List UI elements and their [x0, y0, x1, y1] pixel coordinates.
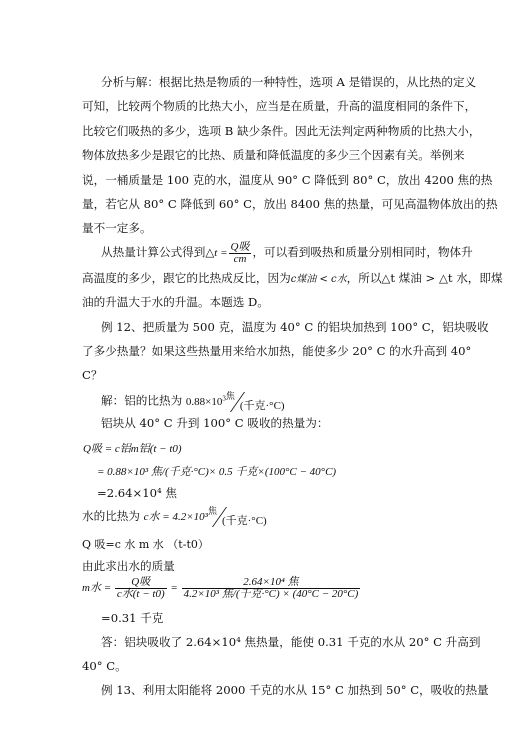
fraction-1-numerator: Q吸 — [115, 577, 167, 589]
formula-paragraph-line-3: 油的升温大于水的升温。本题选 D。 — [82, 295, 269, 309]
comparison-suffix: ，所以△t 煤油 > △t 水，即煤 — [346, 271, 503, 285]
example-13-line-1: 例 13、利用太阳能将 2000 千克的水从 15° C 加热到 50° C，吸收的热量 — [101, 683, 489, 697]
delta-t-lhs: t = — [214, 247, 228, 259]
specific-heat-inequality: c煤油 < c水 — [290, 274, 347, 285]
example-12-line-2: 了多少热量？如果这些热量用来给水加热，能使多少 20° C 的水升高到 40° — [82, 344, 472, 358]
analysis-line-2: 可知，比较两个物质的比热大小，应当是在质量，升高的温度相同的条件下， — [82, 99, 477, 113]
water-specific-heat-prefix: 水的比热为 — [82, 509, 140, 523]
solution-line-2: 铝块从 40° C 升到 100° C 吸收的热量为： — [101, 416, 329, 430]
answer-line-1: 答：铝块吸收了 2.64×10⁴ 焦热量，能使 0.31 千克的水从 20° C 升高到 — [101, 635, 481, 649]
water-mass-result: =0.31 千克 — [101, 611, 164, 625]
water-mass-fraction-1 — [115, 577, 167, 600]
water-mass-intro: 由此求出水的质量 — [82, 559, 175, 573]
heat-absorbed-equation-1: Q吸 = c铝m铝(t − t0) — [83, 443, 182, 455]
analysis-line-4: 物体放热多少是跟它的比热、质量和降低温度的多少三个因素有关。举例来 — [82, 148, 465, 162]
water-specific-heat-line — [82, 503, 267, 530]
delta-t-fraction — [229, 242, 252, 265]
water-mass-fraction-2 — [182, 577, 361, 600]
fraction-2-denominator: 4.2×10³ 焦/(千克·°C) × (40°C − 20°C) — [183, 588, 359, 600]
water-mass-equation: m水 = $\frac{\text{Q吸}}{\text{c水(t − t0)}}$ = $\frac{\text{2.64×10⁴ 焦}}{\text{4.2×10³ 焦/(千克·°C) × (40°C − 20°C)}}$ — [82, 576, 359, 600]
water-unit-joule: 焦 — [207, 506, 217, 516]
answer-line-2: 40° C。 — [82, 659, 127, 673]
delta-t-numerator: Q吸 — [230, 240, 250, 253]
water-unit-kg-degree: (千克·°C) — [221, 515, 267, 527]
solution-prefix: 解：铝的比热为 — [101, 393, 183, 408]
analysis-line-7: 量不一定多。 — [82, 221, 152, 235]
heat-absorbed-result: =2.64×10⁴ 焦 — [97, 486, 177, 500]
fraction-1-denominator: c水(t − t0) — [116, 588, 165, 600]
delta-t-denominator: cm — [233, 252, 247, 265]
analysis-line-3: 比较它们吸热的多少，选项 B 缺少条件。因此无法判定两种物质的比热大小， — [82, 124, 481, 138]
formula-paragraph-line-2 — [82, 270, 503, 288]
fraction-2-numerator: 2.64×10⁴ 焦 — [182, 577, 361, 589]
comparison-prefix: 高温度的多少，跟它的比热成反比，因为 — [82, 271, 291, 285]
analysis-line-5: 说，一桶质量是 100 克的水，温度从 90° C 降低到 80° C，放出 4200 焦的热 — [82, 173, 493, 187]
formula-paragraph-line-1 — [101, 241, 473, 265]
heat-absorbed-equation-2: = 0.88×10³ 焦/(千克·°C)× 0.5 千克×(100°C − 40°C) — [97, 466, 337, 478]
unit-kg-degree: (千克·°C) — [239, 399, 285, 412]
analysis-line-1: 分析与解：根据比热是物质的一种特性，选项 A 是错误的，从比热的定义 — [101, 75, 477, 89]
water-mass-lhs: m水 = — [82, 582, 112, 595]
unit-joule: 焦 — [225, 390, 235, 401]
heat-formula-line: Q 吸=c 水 m 水 （t-t0） — [82, 538, 209, 551]
analysis-line-6: 量，若它从 80° C 降低到 60° C，放出 8400 焦的热量，可见高温物体放出的热 — [82, 197, 498, 211]
aluminium-specific-heat: $0.88\times 10^{3焦}$(千克·°C) — [185, 390, 285, 412]
example-12-line-1: 例 12、把质量为 500 克，温度为 40° C 的铝块加热到 100° C，铝块吸收 — [101, 320, 489, 334]
water-specific-heat-formula: c水 = 4.2×10³$^焦$(千克·°C) — [143, 506, 267, 527]
solution-line-1 — [101, 385, 285, 415]
example-12-line-3: C？ — [82, 368, 103, 382]
formula-paragraph-suffix: ，可以看到吸热和质量分别相同时，物体升 — [252, 245, 473, 259]
formula-paragraph-prefix: 从热量计算公式得到△ — [101, 245, 215, 259]
